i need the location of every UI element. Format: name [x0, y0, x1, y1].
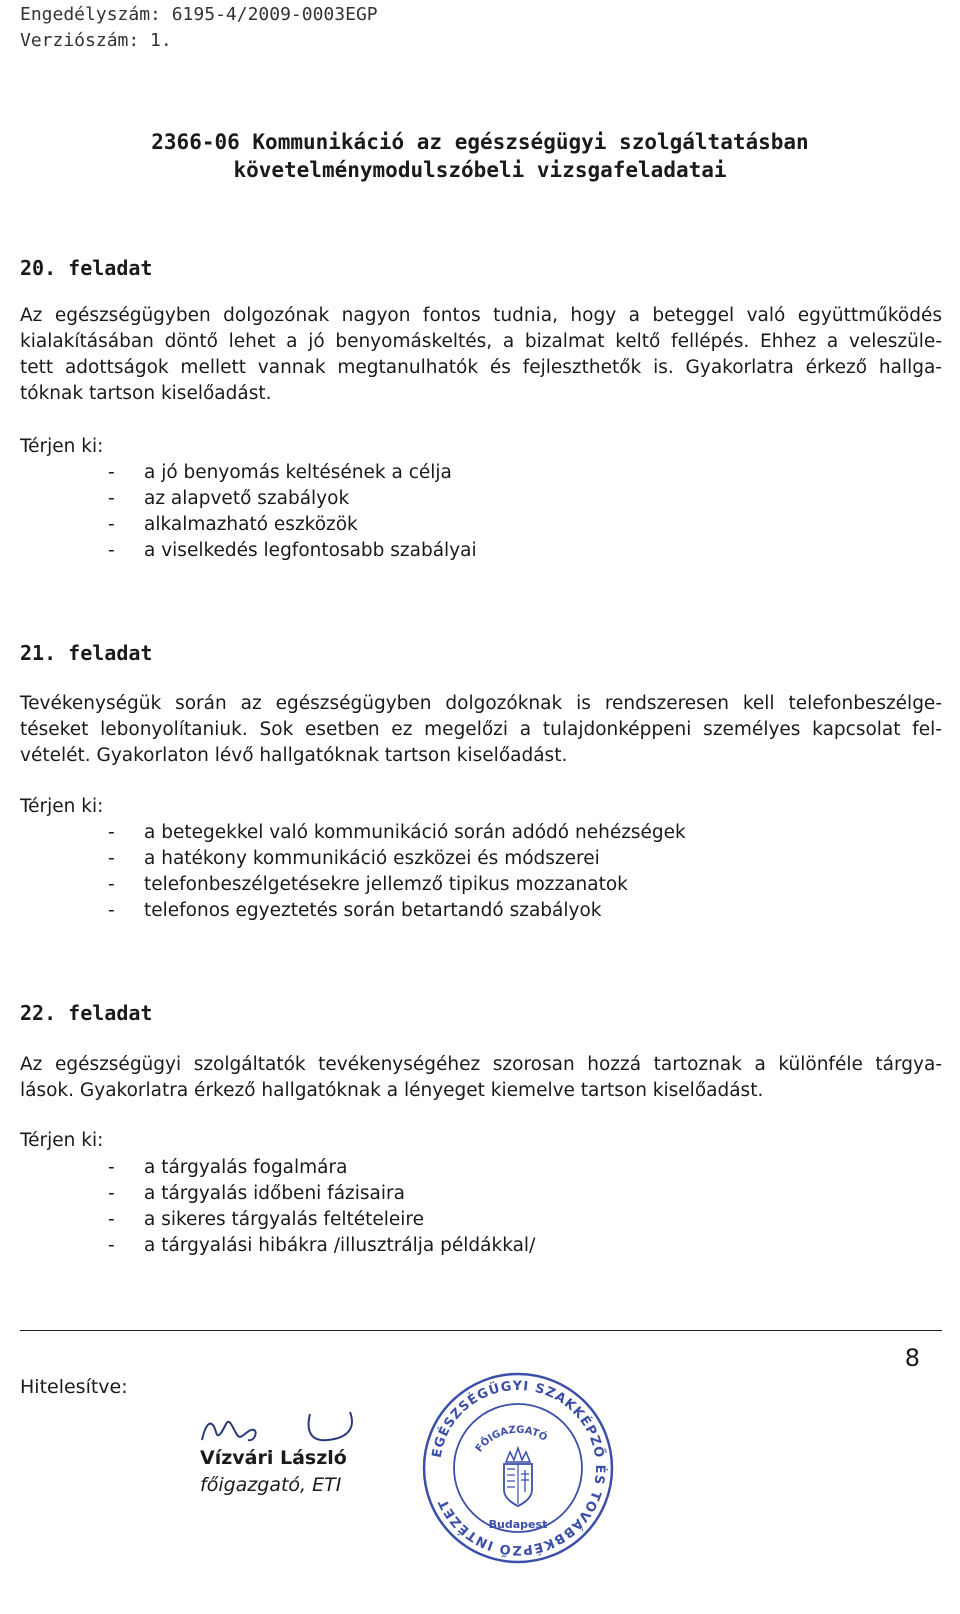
official-stamp	[418, 1368, 618, 1568]
svg-text:EGÉSZSÉGÜGYI SZAKKÉPZŐ ÉS TOVÁ: EGÉSZSÉGÜGYI SZAKKÉPZŐ ÉS TOVÁBBKÉPZŐ INTÉZET	[429, 1378, 608, 1558]
list-item: - a viselkedés legfontosabb szabályai	[108, 540, 477, 561]
signer-role: főigazgató, ETI	[200, 1474, 342, 1496]
version-number: Verziószám: 1.	[20, 30, 172, 51]
task-22-line: lások. Gyakorlatra érkező hallgatóknak a lényeget kiemelve tartson kiselőadást.	[20, 1080, 764, 1101]
task-20-line: kialakításában döntő lehet a jó benyomáskeltés, a bizalmat keltő fellépés. Ehhez a veleszüle-	[20, 331, 942, 352]
task-22-list	[108, 1155, 535, 1259]
footer-divider	[20, 1330, 942, 1331]
task-21-list	[108, 820, 686, 924]
task-21-title: 21. feladat	[20, 641, 153, 665]
task-22-line: Az egészségügyi szolgáltatók tevékenységéhez szorosan hozzá tartoznak a különféle tárgya-	[20, 1054, 942, 1075]
list-item: - a tárgyalás fogalmára	[108, 1157, 348, 1178]
list-item: - alkalmazható eszközök	[108, 514, 358, 535]
list-item: - a betegekkel való kommunikáció során adódó nehézségek	[108, 822, 686, 843]
task-21-description	[20, 691, 942, 769]
task-22-title: 22. feladat	[20, 1001, 153, 1025]
task-21-line: Tevékenységük során az egészségügyben dolgozóknak is rendszeresen kell telefonbeszélge-	[20, 693, 942, 714]
task-22-description	[20, 1052, 942, 1104]
list-item: - az alapvető szabályok	[108, 488, 350, 509]
list-item: - telefonbeszélgetésekre jellemző tipikus mozzanatok	[108, 874, 628, 895]
list-item: - a jó benyomás keltésének a célja	[108, 462, 452, 483]
task-20-line: tett adottságok mellett vannak megtanulhatók és fejleszthetők is. Gyakorlatra érkező hallga-	[20, 357, 942, 378]
signer-name: Vízvári László	[200, 1447, 347, 1469]
document-title-line2: követelménymodulszóbeli vizsgafeladatai	[233, 158, 727, 182]
document-title-line1: 2366-06 Kommunikáció az egészségügyi szolgáltatásban	[151, 130, 809, 154]
list-item: - a sikeres tárgyalás feltételeire	[108, 1209, 424, 1230]
list-item: - a tárgyalás időbeni fázisaira	[108, 1183, 405, 1204]
task-20-list	[108, 460, 477, 564]
svg-text:FŐIGAZGATÓ: FŐIGAZGATÓ	[473, 1424, 549, 1455]
task-20-lead: Térjen ki:	[20, 436, 104, 457]
task-21-line: téseket lebonyolítaniuk. Sok esetben ez megelőzi a tulajdonképpeni személyes kapcsolat fel-	[20, 719, 942, 740]
task-20-title: 20. feladat	[20, 256, 153, 280]
task-20-line: tóknak tartson kiselőadást.	[20, 383, 272, 404]
svg-text:Budapest: Budapest	[488, 1518, 548, 1531]
task-21-lead: Térjen ki:	[20, 796, 104, 817]
list-item: - a hatékony kommunikáció eszközei és módszerei	[108, 848, 600, 869]
task-22-lead: Térjen ki:	[20, 1130, 104, 1151]
task-20-line: Az egészségügyben dolgozónak nagyon fontos tudnia, hogy a beteggel való együttműködés	[20, 305, 942, 326]
task-21-line: vételét. Gyakorlaton lévő hallgatóknak tartson kiselőadást.	[20, 745, 568, 766]
authenticated-label: Hitelesítve:	[20, 1376, 128, 1398]
handwritten-signature	[198, 1402, 398, 1450]
license-number: Engedélyszám: 6195-4/2009-0003EGP	[20, 4, 378, 25]
list-item: - a tárgyalási hibákra /illusztrálja példákkal/	[108, 1235, 536, 1256]
list-item: - telefonos egyeztetés során betartandó szabályok	[108, 900, 602, 921]
task-20-description	[20, 303, 942, 407]
page-number: 8	[904, 1344, 920, 1372]
